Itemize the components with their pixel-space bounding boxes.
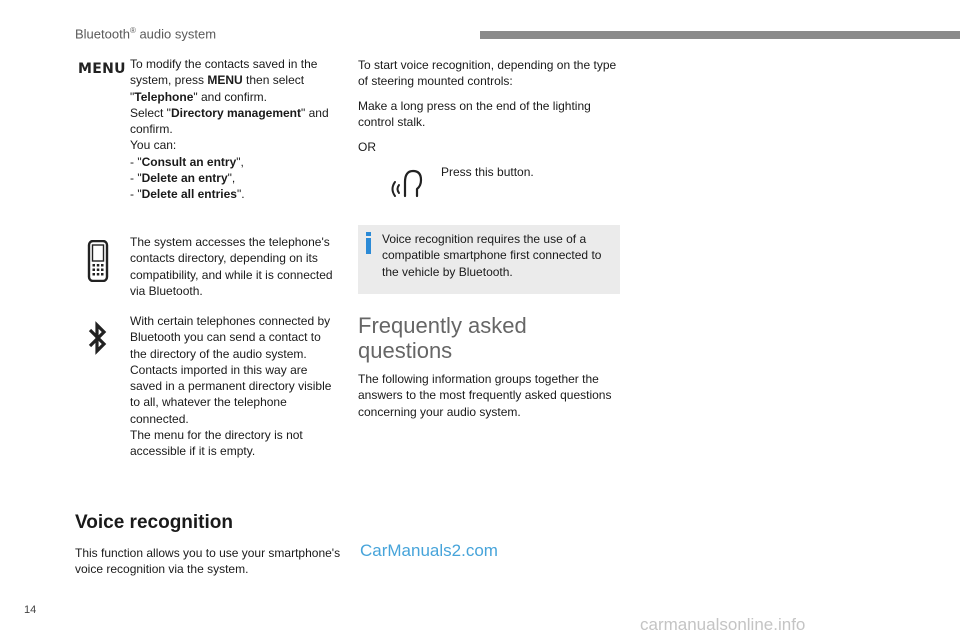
text-fragment: " and confirm.	[193, 89, 268, 104]
page-number: 14	[24, 604, 37, 616]
menu-paragraph-1	[130, 56, 335, 105]
text-fragment: To modify the contacts saved in the system, press	[130, 57, 318, 88]
bluetooth-paragraph-2: The menu for the directory is not accessible if it is empty.	[130, 428, 303, 459]
option-suffix: ",	[236, 154, 244, 169]
option-prefix: - "	[130, 171, 142, 186]
option-delete-all	[130, 186, 335, 202]
menu-keyword: MENU	[207, 73, 243, 88]
menu-paragraph-2	[130, 105, 335, 138]
bluetooth-icon	[87, 321, 109, 360]
option-label: Consult an entry	[141, 154, 237, 169]
menu-button-icon: MENU	[78, 61, 126, 77]
header-title: Bluetooth	[75, 26, 130, 42]
info-paragraph: Voice recognition requires the use of a compatible smartphone first connected to the vehicle by Bluetooth.	[382, 232, 602, 279]
you-can-label: You can:	[130, 138, 177, 153]
header-title-rest: audio system	[135, 26, 217, 42]
option-consult	[130, 154, 335, 170]
faq-heading-line-2: questions	[358, 338, 453, 363]
option-suffix: ".	[236, 187, 245, 202]
voice-recognition-paragraph: This function allows you to use your smartphone's voice recognition via the system.	[75, 546, 341, 577]
option-label: Delete an entry	[141, 171, 228, 186]
telephone-keyword: Telephone	[134, 89, 194, 104]
long-press-text	[358, 98, 623, 131]
option-suffix: ",	[227, 171, 236, 186]
directory-management-keyword: Directory management	[170, 105, 301, 120]
option-label: Delete all entries	[141, 187, 237, 202]
voice-command-icon	[388, 168, 428, 203]
faq-heading-line-1: Frequently asked	[358, 313, 527, 338]
menu-instructions	[130, 56, 335, 203]
or-label: OR	[358, 140, 376, 154]
telephone-icon	[87, 240, 109, 287]
running-header	[75, 26, 216, 41]
voice-recognition-heading: Voice recognition	[75, 512, 234, 533]
footer-watermark: carmanualsonline.info	[640, 615, 806, 634]
info-icon	[365, 232, 373, 259]
bluetooth-text	[130, 313, 335, 460]
voice-recognition-text	[75, 545, 355, 578]
option-delete	[130, 170, 335, 186]
bluetooth-paragraph-1: With certain telephones connected by Bluetooth you can send a contact to the directory of the audio system. Contacts imported in this way are saved in a permanent directory visible to all, whatever the telephone connected.	[130, 314, 332, 426]
phone-directory-text	[130, 234, 335, 299]
header-bar	[480, 31, 960, 39]
watermark: CarManuals2.com	[360, 541, 498, 560]
text-fragment: Select "	[130, 105, 171, 120]
registered-mark: ®	[129, 26, 136, 35]
phone-directory-paragraph: The system accesses the telephone's contacts directory, depending on its compatibility, and while it is connected via Bluetooth.	[130, 235, 333, 298]
text-fragment: " and confirm.	[130, 105, 329, 137]
faq-text	[358, 371, 628, 420]
faq-heading	[358, 313, 527, 363]
option-prefix: - "	[130, 154, 142, 169]
text-fragment: then select "	[130, 73, 305, 104]
press-button-text: Press this button.	[441, 165, 534, 179]
info-text	[382, 231, 614, 280]
voice-start-text	[358, 57, 623, 90]
long-press-paragraph: Make a long press on the end of the lighting control stalk.	[358, 99, 591, 130]
voice-start-paragraph: To start voice recognition, depending on the type of steering mounted controls:	[358, 58, 617, 89]
option-prefix: - "	[130, 187, 142, 202]
faq-paragraph: The following information groups together the answers to the most frequently asked questions concerning your audio system.	[358, 372, 612, 419]
